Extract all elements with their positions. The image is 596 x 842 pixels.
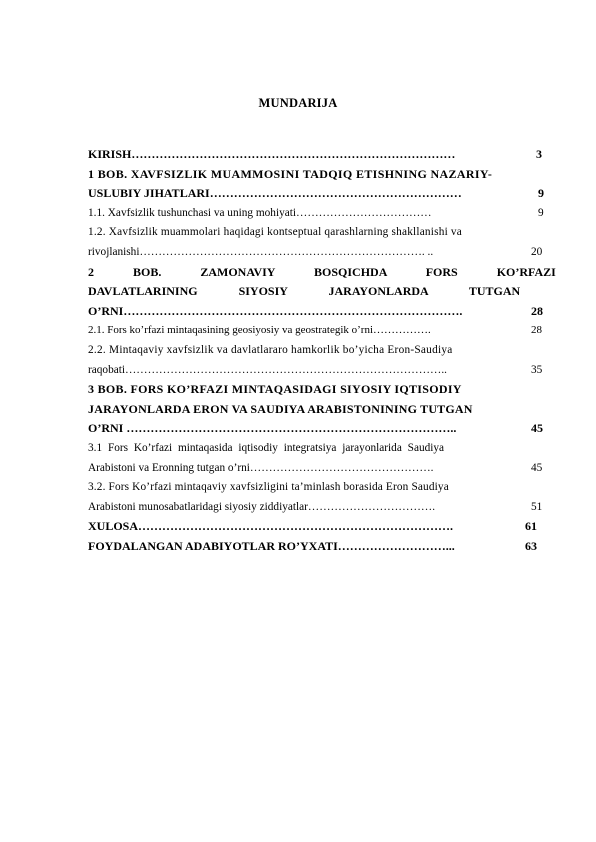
toc-page-number: 9	[538, 206, 544, 219]
table-of-contents	[88, 145, 558, 556]
toc-entry-adabiyotlar[interactable]	[88, 537, 558, 557]
toc-page-number: 61	[525, 519, 537, 534]
toc-entry-title: 2.1. Fors ko’rfazi mintaqasining geosiyosiy va geostrategik o’rni…………….	[88, 324, 431, 337]
toc-entry-title-cont: rivojlanishi…………………………………………………………………. ..	[88, 245, 434, 258]
toc-entry-title: KIRISH………………………………………………………………………	[88, 147, 456, 161]
toc-page-number: 3	[536, 147, 542, 161]
toc-page-number: 35	[531, 363, 543, 376]
toc-page-number: 20	[531, 245, 543, 258]
toc-page-number: 9	[538, 186, 544, 201]
toc-entry-2-1[interactable]	[88, 321, 558, 341]
toc-entry-title-cont: JARAYONLARDA ERON VA SAUDIYA ARABISTONINING TUTGAN	[88, 401, 473, 416]
toc-entry-title-cont: O’RNI ………………………………………………………………………..	[88, 421, 457, 436]
toc-entry-title: 3.2. Fors Ko’rfazi mintaqaviy xavfsizligini ta’minlash borasida Eron Saudiya	[88, 481, 449, 494]
toc-entry-3-2[interactable]	[88, 478, 558, 517]
page-title: MUNDARIJA	[258, 96, 338, 110]
toc-entry-title-cont: raqobati…………………………………………………………………………..	[88, 363, 447, 376]
toc-entry-kirish[interactable]	[88, 145, 558, 165]
toc-page-number: 45	[531, 461, 543, 474]
toc-entry-title: 3 BOB. FORS KO’RFAZI MINTAQASIDAGI SIYOSIY IQTISODIY	[88, 382, 462, 397]
toc-entry-title: 2 BOB. ZAMONAVIY BOSQICHDA FORS KO’RFAZI	[88, 264, 556, 279]
toc-entry-2-2[interactable]	[88, 341, 558, 380]
toc-entry-title: 1.1. Xavfsizlik tushunchasi va uning mohiyati………………………………	[88, 206, 432, 219]
toc-entry-xulosa[interactable]	[88, 517, 558, 537]
toc-entry-bob-3[interactable]	[88, 380, 558, 439]
toc-page-number: 45	[531, 421, 543, 436]
toc-page-number: 28	[531, 324, 542, 337]
toc-entry-title: 3.1 Fors Ko’rfazi mintaqasida iqtisodiy integratsiya jarayonlarida Saudiya	[88, 441, 445, 454]
toc-entry-bob-1[interactable]	[88, 165, 558, 204]
toc-entry-1-1[interactable]	[88, 204, 558, 224]
toc-entry-title-cont: DAVLATLARINING SIYOSIY JARAYONLARDA TUTGAN	[88, 284, 521, 299]
toc-entry-title: 1.2. Xavfsizlik muammolari haqidagi kontseptual qarashlarning shakllanishi va	[88, 226, 462, 239]
toc-entry-3-1[interactable]	[88, 439, 558, 478]
toc-entry-title-cont: Arabistoni va Eronning tutgan o’rni………………………………………….	[88, 461, 434, 474]
toc-page-number: 63	[525, 538, 537, 553]
toc-entry-bob-2[interactable]	[88, 263, 558, 322]
toc-entry-title: XULOSA…………………………………………………………………….	[88, 519, 454, 534]
toc-page-number: 28	[531, 303, 543, 318]
toc-entry-title: 2.2. Mintaqaviy xavfsizlik va davlatlararo hamkorlik bo’yicha Eron-Saudiya	[88, 343, 453, 356]
toc-entry-title-cont: Arabistoni munosabatlaridagi siyosiy ziddiyatlar…………………………….	[88, 500, 436, 513]
toc-page-number: 51	[531, 500, 543, 513]
toc-entry-1-2[interactable]	[88, 223, 558, 262]
toc-entry-title: FOYDALANGAN ADABIYOTLAR RO’YXATI………………………...	[88, 538, 455, 553]
toc-entry-title-cont: USLUBIY JIHATLARI………………………………………………………	[88, 186, 462, 201]
toc-entry-title: 1 BOB. XAVFSIZLIK MUAMMOSINI TADQIQ ETISHNING NAZARIY-	[88, 166, 493, 181]
toc-entry-title-cont: O’RNI………………………………………………………………………….	[88, 303, 463, 318]
